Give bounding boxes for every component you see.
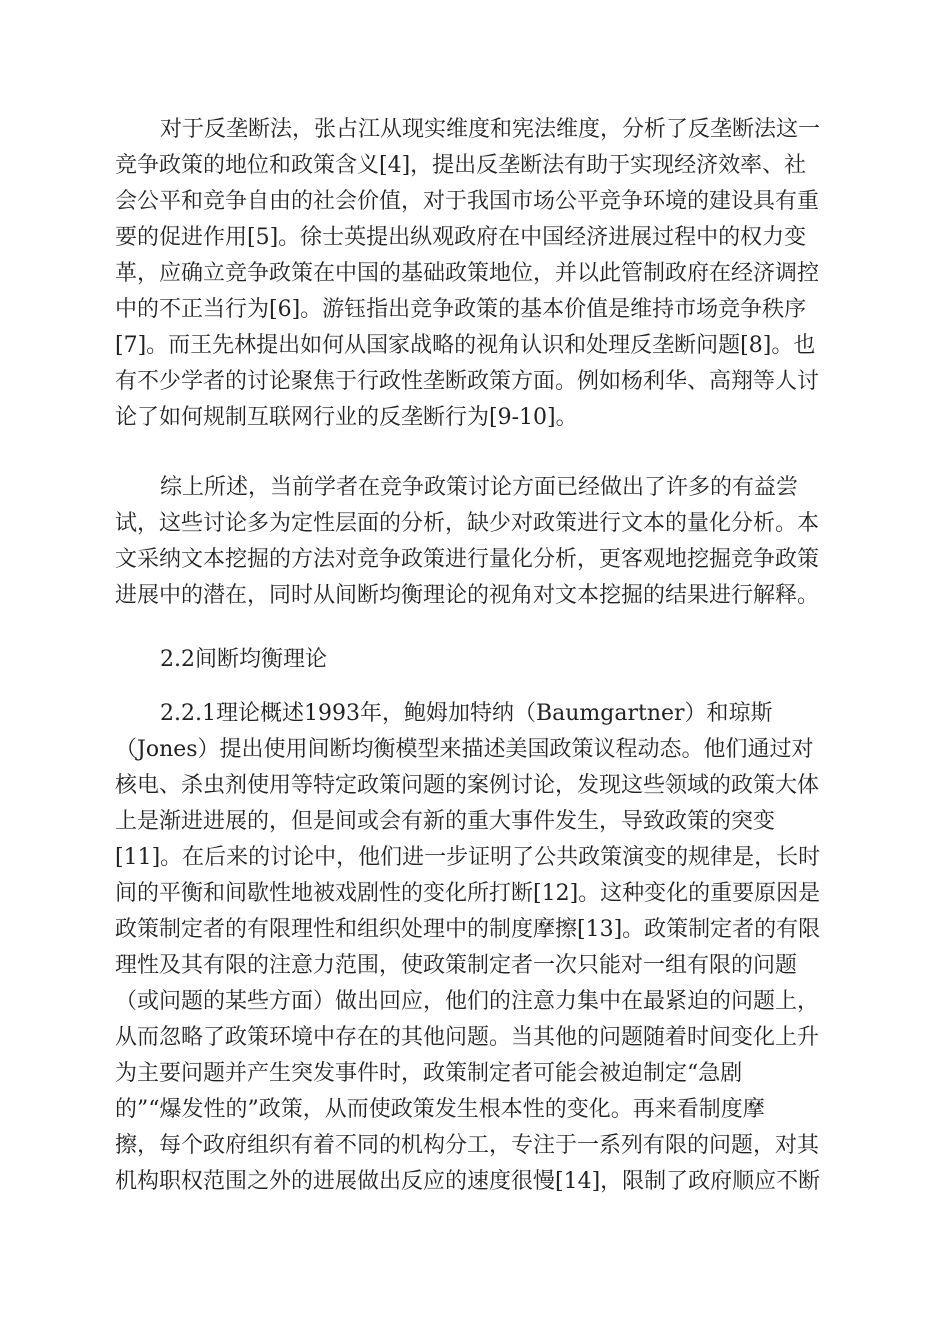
paragraph-1-line-5: 革，应确立竞争政策在中国的基础政策地位，并以此管制政府在经济调控 xyxy=(115,261,820,286)
paragraph-3-line-13: 擦，每个政府组织有着不同的机构分工，专注于一系列有限的问题，对其 xyxy=(115,1133,820,1158)
paragraph-3-line-10: 从而忽略了政策环境中存在的其他问题。当其他的问题随着时间变化上升 xyxy=(115,1025,820,1050)
paragraph-3-line-3: 核电、杀虫剂使用等特定政策问题的案例讨论，发现这些领域的政策大体 xyxy=(115,773,820,798)
paragraph-2-line-1: 综上所述，当前学者在竞争政策讨论方面已经做出了许多的有益尝 xyxy=(160,475,799,500)
paragraph-1-line-7: [7]。而王先林提出如何从国家战略的视角认识和处理反垄断问题[8]。也 xyxy=(115,333,816,358)
paragraph-3-line-12: 的”“爆发性的”政策，从而使政策发生根本性的变化。再来看制度摩 xyxy=(115,1097,765,1122)
paragraph-3-line-14: 机构职权范围之外的进展做出反应的速度很慢[14]，限制了政府顺应不断 xyxy=(115,1169,821,1194)
paragraph-1-line-6: 中的不正当行为[6]。游钰指出竞争政策的基本价值是维持市场竞争秩序 xyxy=(115,297,807,322)
paragraph-2-line-3: 文采纳文本挖掘的方法对竞争政策进行量化分析，更客观地挖掘竞争政策 xyxy=(115,547,820,572)
paragraph-2-line-2: 试，这些讨论多为定性层面的分析，缺少对政策进行文本的量化分析。本 xyxy=(115,511,820,536)
section-heading: 2.2间断均衡理论 xyxy=(160,647,327,672)
paragraph-3-line-9: （或问题的某些方面）做出回应，他们的注意力集中在最紧迫的问题上， xyxy=(115,989,820,1014)
paragraph-1-line-2: 竞争政策的地位和政策含义[4]，提出反垄断法有助于实现经济效率、社 xyxy=(115,153,807,178)
paragraph-1-line-3: 会公平和竞争自由的社会价值，对于我国市场公平竞争环境的建设具有重 xyxy=(115,189,820,214)
paragraph-3-line-6: 间的平衡和间歇性地被戏剧性的变化所打断[12]。这种变化的重要原因是 xyxy=(115,881,821,906)
paragraph-1-line-8: 有不少学者的讨论聚焦于行政性垄断政策方面。例如杨利华、高翔等人讨 xyxy=(115,369,820,394)
paragraph-3-line-2: （Jones）提出使用间断均衡模型来描述美国政策议程动态。他们通过对 xyxy=(115,737,814,762)
paragraph-1-line-4: 要的促进作用[5]。徐士英提出纵观政府在中国经济进展过程中的权力变 xyxy=(115,225,807,250)
paragraph-1-line-1: 对于反垄断法，张占江从现实维度和宪法维度，分析了反垄断法这一 xyxy=(160,117,821,142)
paragraph-3-line-7: 政策制定者的有限理性和组织处理中的制度摩擦[13]。政策制定者的有限 xyxy=(115,917,821,942)
paragraph-2-line-4: 进展中的潜在，同时从间断均衡理论的视角对文本挖掘的结果进行解释。 xyxy=(115,583,820,608)
paragraph-3-line-8: 理性及其有限的注意力范围，使政策制定者一次只能对一组有限的问题 xyxy=(115,953,798,978)
paragraph-1-line-9: 论了如何规制互联网行业的反垄断行为[9-10]。 xyxy=(115,405,578,430)
paragraph-3-line-5: [11]。在后来的讨论中，他们进一步证明了公共政策演变的规律是，长时 xyxy=(115,845,821,870)
paragraph-3-line-1: 2.2.1理论概述1993年，鲍姆加特纳（Baumgartner）和琼斯 xyxy=(160,701,773,726)
paragraph-3-line-4: 上是渐进进展的，但是间或会有新的重大事件发生，导致政策的突变 xyxy=(115,809,776,834)
paragraph-3-line-11: 为主要问题并产生突发事件时，政策制定者可能会被迫制定“急剧 xyxy=(115,1061,743,1086)
